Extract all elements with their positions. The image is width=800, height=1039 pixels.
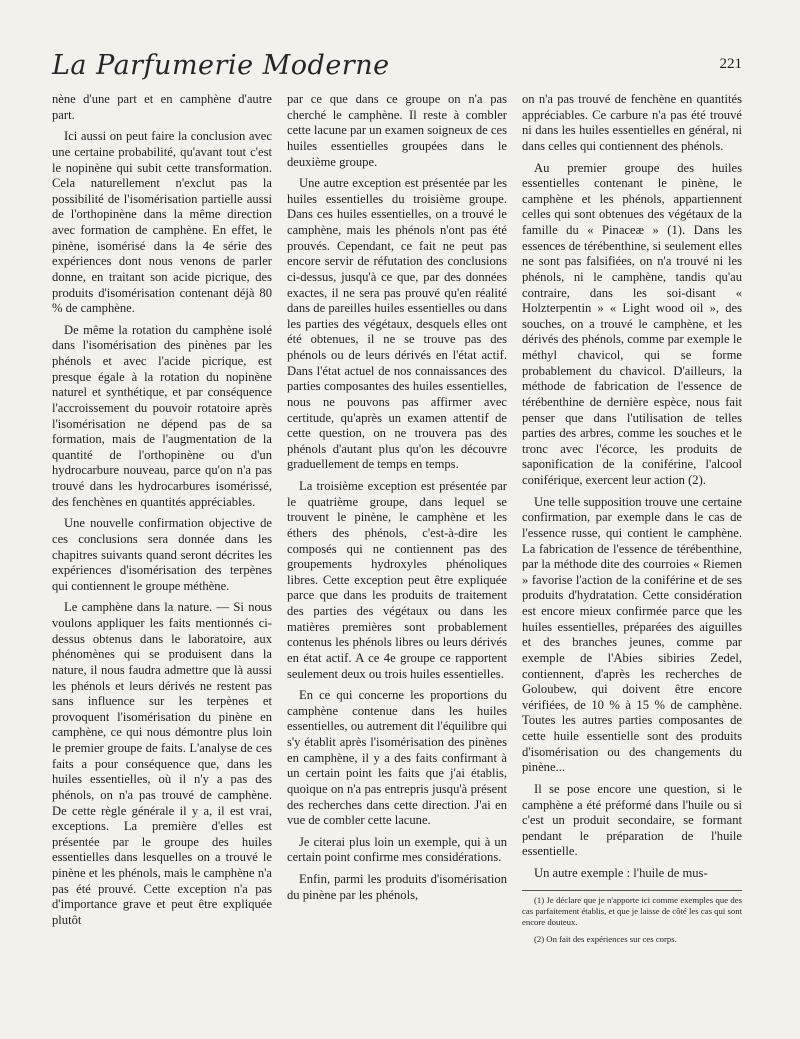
paragraph: La troisième exception est présentée par le quatrième groupe, dans lequel se trouvent le pinène, le camphène et les éthers des phénols, c'est-à-dire les composés qui ne contiennent pas des groupements hydroxyles phénoliques libres. Cette exception peut être expliquée parce que dans les produits de traitement des parties des végétaux ou dans les matières premières sont probablement contenus les phénols libres ou leurs dérivés en état actif. A ce 4e groupe ce rapportent seulement deux ou trois huiles essentielles. — [287, 479, 507, 681]
footnote: (1) Je déclare que je n'apporte ici comme exemples que des cas parfaitement établis, et que je laisse de côté les cas qui sont encore douteux. — [522, 894, 742, 928]
paragraph: Il se pose encore une question, si le camphène a été préformé dans l'huile ou si c'est un produit secondaire, se formant pendant le préparation de l'huile essentielle. — [522, 781, 742, 859]
text-column-1 — [52, 92, 272, 1002]
text-column-2 — [287, 92, 507, 1002]
article-body — [52, 92, 742, 1002]
paragraph: En ce qui concerne les proportions du camphène contenue dans les huiles essentielles, ou autrement dit l'équilibre qui s'y établit après l'isomérisation des pinènes en camphène, il y a des faits confirmant à un certain point les faits que j'ai établis, quoique on n'a pas entrepris jusqu'à présent des recherches dans cette direction. J'ai en vue de combler cette lacune. — [287, 688, 507, 828]
paragraph: De même la rotation du camphène isolé dans l'isomérisation des pinènes par les phénols et avec l'acide picrique, est presque égale à la rotation du nopinène naturel et synthétique, et par conséquence l'accroissement du pouvoir rotatoire après l'isomérisation ne dépend pas de sa formation, mais de l'augmentation de la quantité de l'orthopinène ou d'un hydrocarbure nouveau, parce qu'on n'a pas trouvé dans les hydrocarbures isomérissé, des fenchènes en quantités appréciables. — [52, 322, 272, 509]
paragraph: Enfin, parmi les produits d'isomérisation du pinène par les phénols, — [287, 872, 507, 902]
footnote: (2) On fait des expériences sur ces corps. — [534, 934, 677, 945]
footnotes — [522, 890, 742, 946]
paragraph: Ici aussi on peut faire la conclusion avec une certaine probabilité, qu'avant tout c'est le nopinène qui subit cette transformation. Cela naturellement n'exclut pas la possibilité de l'isomérisation partielle aussi de l'orthopinène dans la même direction avec formation de camphène. En effet, le pinène, isomérisé dans la 4e série des expériences dont nous venons de parler donne, en traitant son acide picrique, des produits d'isomérisation contenant déjà 80 % de camphène. — [52, 129, 272, 316]
running-header — [52, 50, 742, 86]
paragraph: Je citerai plus loin un exemple, qui à un certain point confirme mes considérations. — [287, 834, 507, 865]
journal-title: La Parfumerie Moderne — [52, 50, 390, 81]
paragraph: Une autre exception est présentée par les huiles essentielles du troisième groupe. Dans ces huiles essentielles, on a trouvé le camphène, mais les phénols n'ont pas été prouvés. Cependant, ce fait ne peut pas encore servir de réfutation des conclusions ci-dessus, jusqu'à ce que, par des données exactes, il ne sera pas prouvé qu'en réalité dans de pareilles huiles essentielles ou dans les parties des végétaux, desquels elles ont été obtenues, il ne se trouve pas des phénols ou de leurs dérivés en l'état actif. Dans l'état actuel de nos connaissances des parties composantes des huiles essentielles, nous ne pouvons pas affirmer avec certitude, qu'après un examen attentif de cette question, on ne trouvera pas des phénols d'autant plus qu'on les découvre graduellement de temps en temps. — [287, 176, 507, 472]
paragraph: Une nouvelle confirmation objective de ces conclusions sera donnée dans les chapitres suivants quand seront décrites les expériences d'isomérisation des terpènes qui contiennent le groupe méthène. — [52, 516, 272, 593]
page-number: 221 — [719, 56, 742, 72]
paragraph: Au premier groupe des huiles essentielles contenant le pinène, le camphène et les phénols, appartiennent celles qui sont obtenues des végétaux de la famille du « Pinaceæ » (1). Dans les essences de térébenthine, si seulement elles ne sont pas falsifiées, on n'a trouvé ni les phénols, ni le camphène, tandis qu'au contraire, dans les soi-disant « Holzterpentin » « Light wood oil », des souches, on a trouvé le camphène, et les dérivés des phénols, comme par exemple le méthyl chavicol, qui se forme probablement du chavicol. D'ailleurs, la méthode de fabrication de l'essence de térébenthine de dernière espèce, nous fait penser que dans l'utilisation de telles parties des arbres, comme les souches et le tronc avec l'écorce, les produits de saponification de la coniférine, l'alcool coniférique, exercent leur action (2). — [522, 160, 742, 487]
column-3-paragraphs — [522, 92, 742, 882]
paragraph: Une telle supposition trouve une certaine confirmation, par exemple dans le cas de l'essence russe, qui contient le camphène. La fabrication de l'essence de térébenthine, par la méthode dite des courroies « Riemen » favorise l'action de la coniférine et de ses produits d'hydratation. Cette considération est encore mieux confirmée parce que les huiles essentielles, préparées des aiguilles et des branches jeunes, comme par exemple de l'Abies sibiries Zedel, contiennent, d'après les recherches de Goloubew, qui doivent être encore vérifiées, de 10 % à 15 % de camphène. Toutes les autres parties composantes de cette huile essentielle sont des produits d'isomérisation ou des changements du pinène... — [522, 494, 742, 775]
paragraph: nène d'une part et en camphène d'autre part. — [52, 92, 272, 122]
paragraph: par ce que dans ce groupe on n'a pas cherché le camphène. Il reste à combler cette lacune par un examen soigneux de ces huiles essentielles groupées dans le deuxième groupe. — [287, 92, 507, 169]
paragraph: Un autre exemple : l'huile de mus- — [534, 866, 708, 880]
paragraph: on n'a pas trouvé de fenchène en quantités appréciables. Ce carbure n'a pas été trouvé ni dans les huiles essentielles en général, ni dans celles qui contiennent des phénols. — [522, 92, 742, 153]
paragraph: Le camphène dans la nature. — Si nous voulons appliquer les faits mentionnés ci-dessus obtenus dans le laboratoire, aux phénomènes qui se produisent dans la nature, il nous faudra admettre que là aussi les phénols et leurs dérivés ne restent pas sans influence sur les terpènes et provoquent l'isomérisation du pinène en camphène, ce qui nous démontre plus loin le premier groupe de faits. L'analyse de ces faits a pour conséquence que, dans les huiles essentielles, où il n'y a pas des phénols, on n'a pas trouvé de camphène. De cette règle générale il y a, il est vrai, exceptions. La première d'elles est présentée par le groupe des huiles essentielles dans lesquelles on a trouvé le pinène et les phénols, mais le camphène n'a pas été prouvé. Cette exception n'a pas d'importance grave et peut être expliquée plutôt — [52, 600, 272, 927]
text-column-3 — [522, 92, 742, 1002]
